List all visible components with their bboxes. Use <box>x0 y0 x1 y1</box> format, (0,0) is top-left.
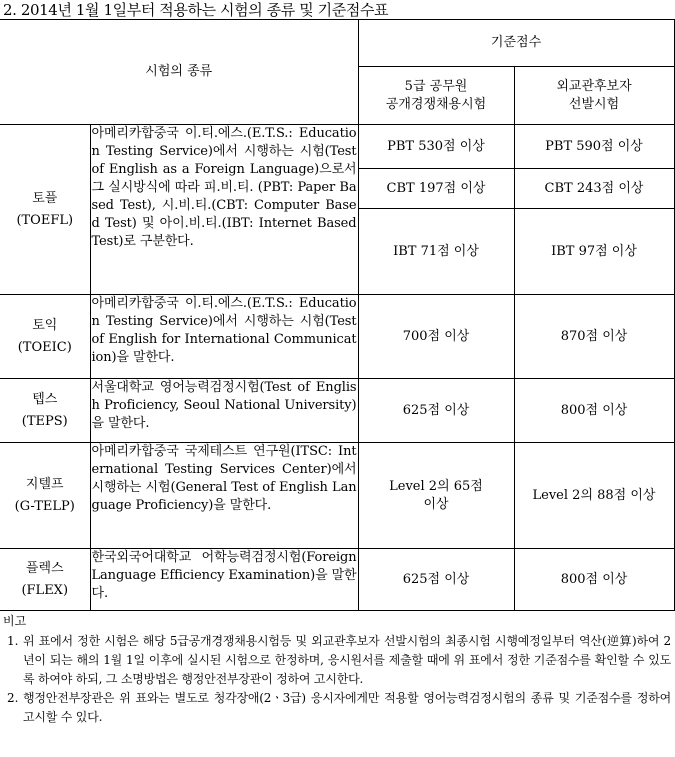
score-grade5-cbt: CBT 197점 이상 <box>358 169 514 209</box>
exam-name-ko: 토플 <box>32 190 58 206</box>
exam-name-en: (TOEIC) <box>17 339 72 355</box>
note-text: 행정안전부장관은 위 표와는 별도로 청각장애(2ㆍ3급) 응시자에게만 적용할 영어능력검정시험의 종류 및 기준점수를 정하여 고시할 수 있다. <box>23 691 671 724</box>
exam-name-ko: 텝스 <box>32 391 58 407</box>
score-diplomat-gtelp: Level 2의 88점 이상 <box>514 443 674 549</box>
exam-description-toeic: 아메리카합중국 이.티.에스.(E.T.S.: Education Testing Service)에서 시행하는 시험(Test of English for International Communication)을 말한다. <box>90 295 358 379</box>
note-number: 2. <box>7 691 19 705</box>
score-grade5-gtelp <box>358 443 514 549</box>
exam-name-gtelp <box>0 443 90 549</box>
exam-name-ko: 플렉스 <box>25 560 64 576</box>
score-grade5-toeic: 700점 이상 <box>358 295 514 379</box>
header-criteria: 기준점수 <box>358 20 674 67</box>
score-diplomat-toeic: 870점 이상 <box>514 295 674 379</box>
exam-description-gtelp: 아메리카합중국 국제테스트 연구원(ITSC: International Testing Services Center)에서 시행하는 시험(General Test of English Language Proficiency)을 말한다. <box>90 443 358 549</box>
exam-name-toefl <box>0 125 90 295</box>
score-grade5-ibt: IBT 71점 이상 <box>358 209 514 295</box>
score-diplomat-teps: 800점 이상 <box>514 379 674 443</box>
score-grade5-flex: 625점 이상 <box>358 549 514 611</box>
note-number: 1. <box>7 634 19 648</box>
exam-name-teps <box>0 379 90 443</box>
score-diplomat-ibt: IBT 97점 이상 <box>514 209 674 295</box>
notes-caption: 비고 <box>3 614 27 628</box>
exam-description-toefl: 아메리카합중국 이.티.에스.(E.T.S.: Education Testing Service)에서 시행하는 시험(Test of English as a Foreign Language)으로서 그 실시방식에 따라 피.비.티. (PBT: Paper Based Test), 시.비.티.(CBT: Computer Based Test) 및 아이.비.티.(IBT: Internet Based Test)로 구분한다. <box>90 125 358 295</box>
exam-name-en: (G-TELP) <box>14 498 75 514</box>
header-exam-type: 시험의 종류 <box>0 20 358 125</box>
header-grade5-exam <box>358 67 514 125</box>
score-grade5-gtelp-line1: Level 2의 65점 <box>389 478 483 494</box>
header-diplomat-line2: 선발시험 <box>568 96 620 112</box>
score-diplomat-cbt: CBT 243점 이상 <box>514 169 674 209</box>
header-grade5-line1: 5급 공무원 <box>404 78 468 94</box>
exam-name-ko: 토익 <box>32 317 58 333</box>
score-grade5-gtelp-line2: 이상 <box>423 496 449 512</box>
exam-name-en: (TOEFL) <box>16 212 74 228</box>
score-grade5-teps: 625점 이상 <box>358 379 514 443</box>
note-item <box>3 689 671 727</box>
note-text: 위 표에서 정한 시험은 해당 5급공개경쟁채용시험등 및 외교관후보자 선발시험의 최종시험 시행예정일부터 역산(逆算)하여 2년이 되는 해의 1월 1일 이후에 실시된 시험으로 한정하며, 응시원서를 제출할 때에 위 표에서 정한 기준점수를 확인할 수 있도록 하여야 하되, 그 소명방법은 행정안전부장관이 정하여 고시한다. <box>23 634 671 686</box>
exam-name-en: (FLEX) <box>21 582 69 598</box>
note-item <box>3 632 671 689</box>
header-grade5-line2: 공개경쟁채용시험 <box>385 96 487 112</box>
exam-name-ko: 지텔프 <box>25 476 64 492</box>
exam-description-teps: 서울대학교 영어능력검정시험(Test of English Proficiency, Seoul National University)을 말한다. <box>90 379 358 443</box>
notes-section <box>3 612 671 727</box>
exam-name-toeic <box>0 295 90 379</box>
exam-criteria-table <box>0 19 675 611</box>
score-diplomat-flex: 800점 이상 <box>514 549 674 611</box>
exam-name-en: (TEPS) <box>21 413 68 429</box>
exam-description-flex: 한국외국어대학교 어학능력검정시험(Foreign Language Efficiency Examination)을 말한다. <box>90 549 358 611</box>
score-diplomat-pbt: PBT 590점 이상 <box>514 125 674 169</box>
exam-name-flex <box>0 549 90 611</box>
header-diplomat-exam <box>514 67 674 125</box>
header-diplomat-line1: 외교관후보자 <box>556 78 632 94</box>
score-grade5-pbt: PBT 530점 이상 <box>358 125 514 169</box>
document-title: 2. 2014년 1월 1일부터 적용하는 시험의 종류 및 기준점수표 <box>3 1 389 19</box>
